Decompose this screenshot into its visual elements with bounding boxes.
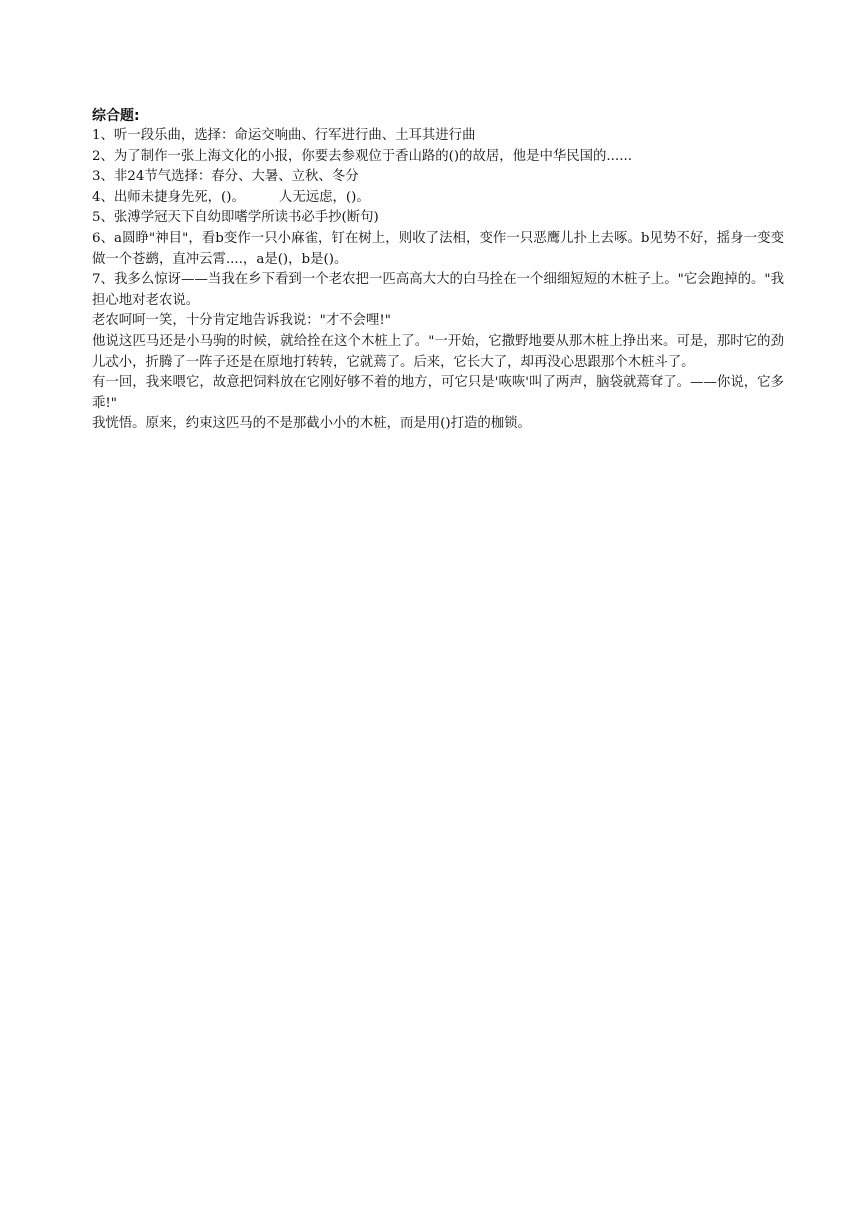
- question-1: 1、听一段乐曲，选择：命运交响曲、行军进行曲、土耳其进行曲: [92, 128, 476, 143]
- question-7: 7、我多么惊讶——当我在乡下看到一个老农把一匹高高大大的白马拴在一个细细短短的木桩子上。"它会跑掉的。"我担心地对老农说。: [92, 272, 784, 308]
- question-6: 6、a圆睁"神目"，看b变作一只小麻雀，钉在树上，则收了法相，变作一只恶鹰儿扑上去啄。b见势不好，摇身一变变做一个苍鹚，直冲云霄....，a是()，b是()。: [92, 230, 784, 267]
- story-paragraph: 老农呵呵一笑，十分肯定地告诉我说："才不会哩!": [92, 313, 391, 329]
- question-5: 5、张溥学冠天下自幼即嗜学所读书必手抄(断句): [92, 210, 379, 226]
- question-2: 2、为了制作一张上海文化的小报，你要去参观位于香山路的()的故居，他是中华民国的......: [92, 148, 632, 164]
- question-4: 4、出师未捷身先死，()。 人无远虑，()。: [92, 189, 370, 205]
- story-paragraph: 我恍悟。原来，约束这匹马的不是那截小小的木桩，而是用()打造的枷锁。: [92, 416, 531, 432]
- question-3: 3、非24节气选择：春分、大暑、立秋、冬分: [92, 169, 359, 185]
- section-title: 综合题:: [92, 108, 140, 124]
- story-paragraph: 有一回，我来喂它，故意把饲料放在它刚好够不着的地方，可它只是'咴咴'叫了两声，脑袋就蔫耷了。——你说，它多乖!": [92, 375, 784, 411]
- document-body: [92, 106, 784, 435]
- story-paragraph: 他说这匹马还是小马驹的时候，就给拴在这个木桩上了。"一开始，它撒野地要从那木桩上挣出来。可是，那时它的劲儿忒小，折腾了一阵子还是在原地打转转，它就蔫了。后来，它长大了，却再没心思跟那个木桩斗了。: [92, 333, 784, 370]
